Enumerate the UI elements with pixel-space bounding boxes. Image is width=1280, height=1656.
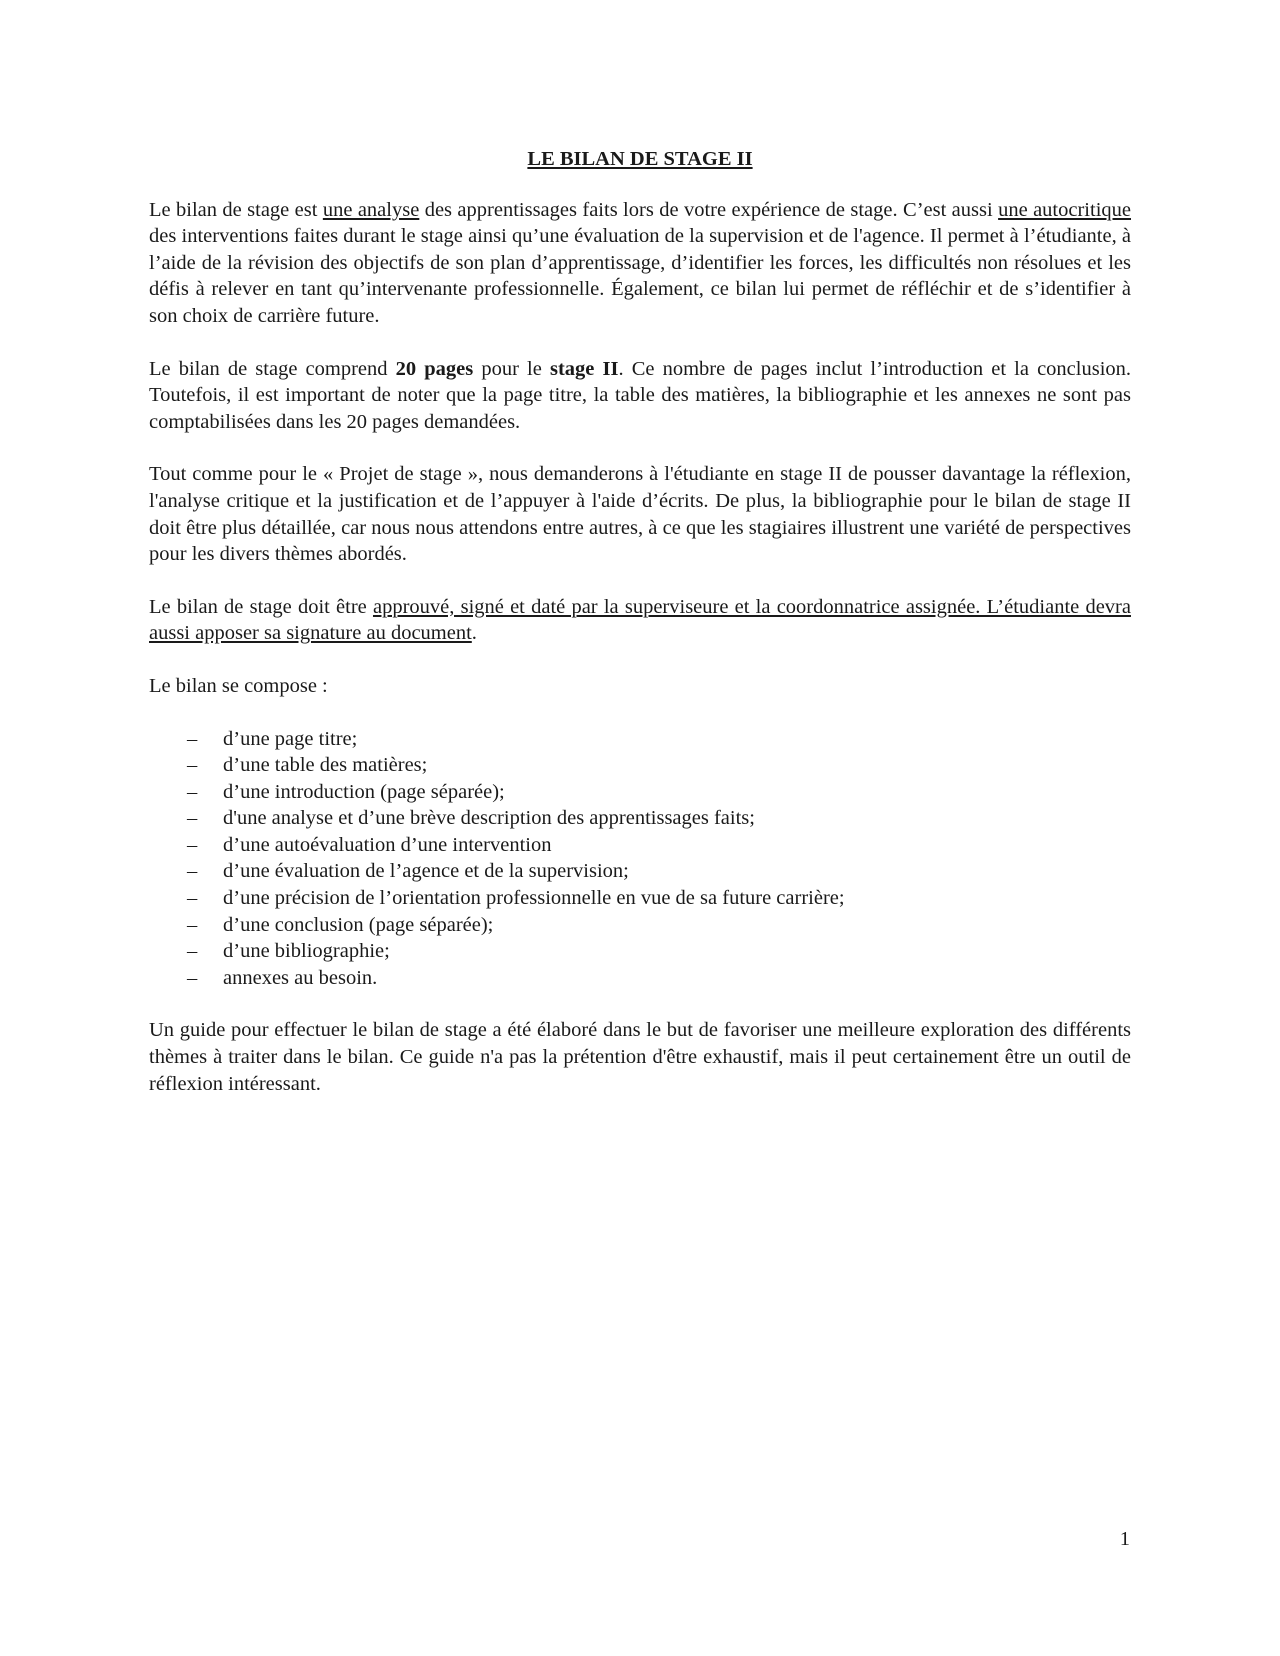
document-title: LE BILAN DE STAGE II (527, 148, 753, 170)
list-item (149, 832, 1131, 859)
list-item-text: d’une introduction (page séparée); (223, 780, 505, 803)
page-number: 1 (1119, 1528, 1130, 1550)
paragraph-approval (149, 594, 1131, 647)
list-item (149, 779, 1131, 806)
text-run: . Ce nombre de pages inclut l’introduction et la conclusion. Toutefois, il est important de noter que la page titre, la table des matières, la bibliographie et les annexes ne sont pas comptabilisées dans les 20 pages demandées. (149, 357, 1132, 433)
document-page (149, 146, 1131, 1123)
list-item (149, 752, 1131, 779)
text-run: des interventions faites durant le stage ainsi qu’une évaluation de la supervision et de l'agence. Il permet à l’étudiante, à l’aide de la révision des objectifs de son plan d’apprentissage, d’identifier les forces, les difficultés non résolues et les défis à relever en tant qu’intervenante professionnelle. Également, ce bilan lui permet de réfléchir et de s’identifier à son choix de carrière future. (149, 225, 1131, 327)
list-item-text: d'une analyse et d’une brève description des apprentissages faits; (223, 807, 755, 830)
text-run: Le bilan de stage comprend (149, 357, 396, 380)
list-item (149, 912, 1131, 939)
list-item (149, 938, 1131, 965)
text-run: des apprentissages faits lors de votre expérience de stage. C’est aussi (419, 198, 999, 221)
composition-list (149, 726, 1131, 992)
list-item (149, 858, 1131, 885)
list-item (149, 805, 1131, 832)
list-item-text: d’une autoévaluation d’une intervention (223, 833, 552, 856)
text-run: Le bilan de stage est (149, 198, 323, 221)
underlined-text: une analyse (322, 198, 420, 221)
dash-bullet: – (187, 833, 198, 856)
list-item (149, 885, 1131, 912)
underlined-text: une autocritique (998, 198, 1131, 221)
list-item-text: d’une précision de l’orientation professionnelle en vue de sa future carrière; (223, 887, 845, 910)
list-item-text: d’une bibliographie; (223, 940, 390, 963)
text-run: Le bilan de stage doit être (149, 595, 373, 618)
paragraph-definition (149, 197, 1131, 330)
dash-bullet: – (187, 966, 198, 989)
text-run: . (471, 622, 477, 645)
list-item (149, 726, 1131, 753)
list-item (149, 965, 1131, 992)
list-item-text: d’une page titre; (223, 727, 358, 750)
dash-bullet: – (187, 807, 198, 830)
paragraph-reflection: Tout comme pour le « Projet de stage », nous demanderons à l'étudiante en stage II de pousser davantage la réflexion, l'analyse critique et la justification et de l’appuyer à l'aide d’écrits. De plus, la bibliographie pour le bilan de stage II doit être plus détaillée, car nous nous attendons entre autres, à ce que les stagiaires illustrent une variété de perspectives pour les divers thèmes abordés. (149, 463, 1131, 566)
dash-bullet: – (187, 727, 198, 750)
compose-intro: Le bilan se compose : (149, 674, 328, 697)
list-item-text: d’une conclusion (page séparée); (223, 913, 494, 936)
dash-bullet: – (187, 780, 198, 803)
bold-text: stage II (549, 357, 619, 380)
paragraph-page-count (149, 356, 1131, 436)
dash-bullet: – (187, 754, 198, 777)
text-run: pour le (473, 357, 550, 380)
dash-bullet: – (187, 860, 198, 883)
dash-bullet: – (187, 913, 198, 936)
bold-text: 20 pages (395, 357, 474, 380)
list-item-text: d’une évaluation de l’agence et de la supervision; (223, 860, 629, 883)
list-item-text: annexes au besoin. (223, 966, 378, 989)
dash-bullet: – (187, 887, 198, 910)
paragraph-guide: Un guide pour effectuer le bilan de stage a été élaboré dans le but de favoriser une meilleure exploration des différents thèmes à traiter dans le bilan. Ce guide n'a pas la prétention d'être exhaustif, mais il peut certainement être un outil de réflexion intéressant. (149, 1019, 1131, 1095)
underlined-text: approuvé, signé et daté par la superviseure et la coordonnatrice assignée. L’étudiante devra aussi apposer sa signature au document (149, 595, 1131, 645)
list-item-text: d’une table des matières; (223, 754, 428, 777)
dash-bullet: – (187, 940, 198, 963)
